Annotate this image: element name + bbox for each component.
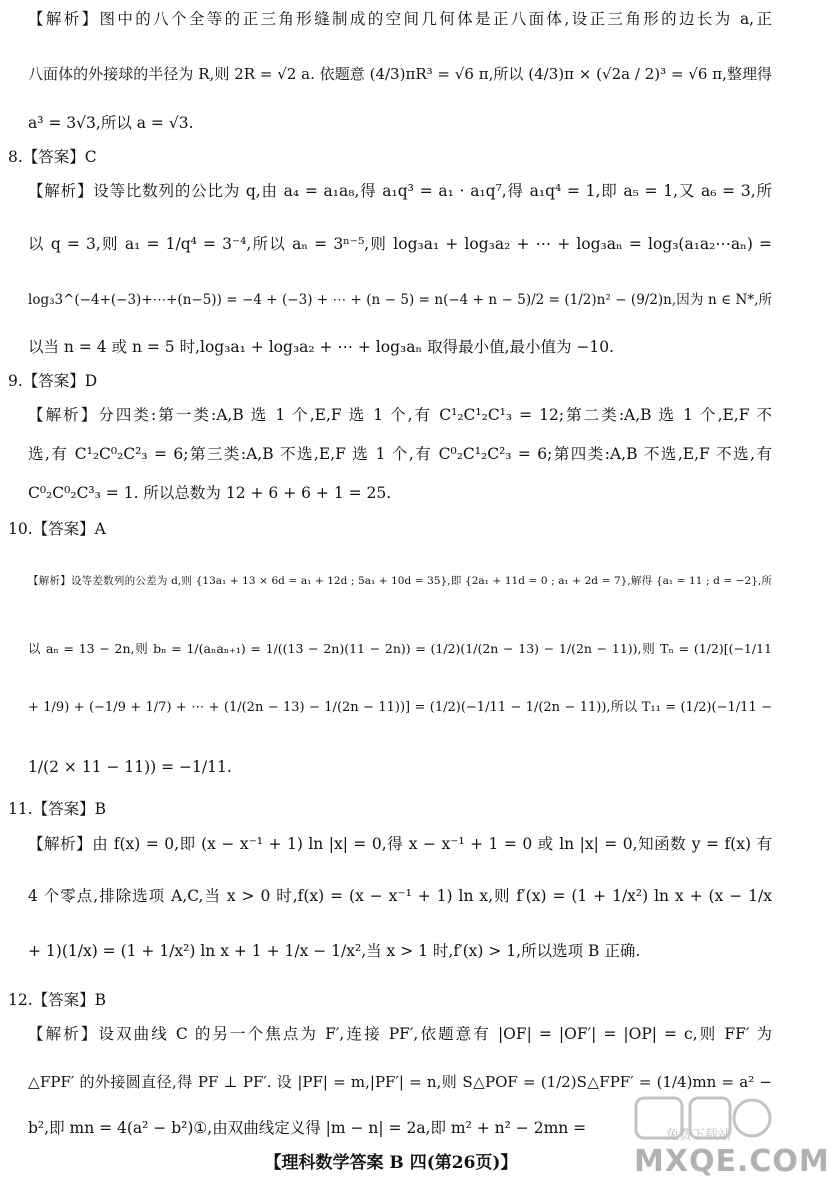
answer-12: 12.【答案】B [8, 991, 107, 1009]
text-line-11: 选,有 C¹₂C⁰₂C²₃ = 6;第三类:A,B 不选,E,F 选 1 个,有 C⁰₂C¹₂C²₃ = 6;第四类:A,B 不选,E,F 不选,有 [28, 445, 772, 463]
text-line-16: + 1/9) + (−1/9 + 1/7) + ⋯ + (1/(2n − 13) − 1/(2n − 11))] = (1/2)(−1/11 − 1/(2n − 11)),所以 T₁₁ = (1/2)(−1/11 − [28, 700, 772, 715]
text-line-10: 【解析】分四类:第一类:A,B 选 1 个,E,F 选 1 个,有 C¹₂C¹₂C¹₃ = 12;第二类:A,B 选 1 个,E,F 不 [28, 406, 772, 424]
page-footer: 【理科数学答案 B 四(第26页)】 [264, 1153, 518, 1173]
watermark-domain: MXQE.COM [634, 1144, 830, 1179]
text-line-7: log₃3^(−4+(−3)+⋯+(n−5)) = −4 + (−3) + ⋯ + (n − 5) = n(−4 + n − 5)/2 = (1/2)n² − (9/2)n,因为 n ∈ N*,所 [28, 292, 772, 308]
text-line-1: 【解析】图中的八个全等的正三角形缝制成的空间几何体是正八面体,设正三角形的边长为 a,正 [28, 10, 772, 28]
text-line-17: 1/(2 × 11 − 11)) = −1/11. [28, 758, 232, 776]
text-line-25: b²,即 mn = 4(a² − b²)①,由双曲线定义得 |m − n| = 2a,即 m² + n² − 2mn = [28, 1119, 587, 1137]
text-line-24: △FPF′ 的外接圆直径,得 PF ⊥ PF′. 设 |PF| = m,|PF′| = n,则 S△POF = (1/2)S△FPF′ = (1/4)mn = a² − [28, 1073, 772, 1091]
text-line-15: 以 aₙ = 13 − 2n,则 bₙ = 1/(aₙaₙ₊₁) = 1/((13 − 2n)(11 − 2n)) = (1/2)(1/(2n − 13) − 1/(2n − 11)),则 Tₙ = (1/2)[(−1/11 [28, 641, 772, 656]
watermark-logo [626, 1094, 830, 1182]
text-line-5: 【解析】设等比数列的公比为 q,由 a₄ = a₁a₈,得 a₁q³ = a₁ · a₁q⁷,得 a₁q⁴ = 1,即 a₅ = 1,又 a₆ = 3,所 [28, 182, 772, 200]
text-line-21: + 1)(1/x) = (1 + 1/x²) ln x + 1 + 1/x − 1/x²,当 x > 1 时,f′(x) > 1,所以选项 B 正确. [28, 942, 641, 960]
text-line-6: 以 q = 3,则 a₁ = 1/q⁴ = 3⁻⁴,所以 aₙ = 3ⁿ⁻⁵,则 log₃a₁ + log₃a₂ + ⋯ + log₃aₙ = log₃(a₁a₂⋯aₙ) = [28, 235, 772, 253]
watermark-caption: 免费下载站 [666, 1128, 732, 1143]
text-line-23: 【解析】设双曲线 C 的另一个焦点为 F′,连接 PF′,依题意有 |OF| = |OF′| = |OP| = c,则 FF′ 为 [28, 1025, 772, 1043]
answer-9: 9.【答案】D [8, 372, 98, 390]
text-line-14: 【解析】设等差数列的公差为 d,则 {13a₁ + 13 × 6d = a₁ + 12d ; 5a₁ + 10d = 35},即 {2a₁ + 11d = 0 ; a₁ + 2d = 7},解得 {a₁ = 11 ; d = −2},所 [28, 575, 772, 587]
text-line-3: a³ = 3√3,所以 a = √3. [28, 114, 194, 132]
text-line-8: 以当 n = 4 或 n = 5 时,log₃a₁ + log₃a₂ + ⋯ + log₃aₙ 取得最小值,最小值为 −10. [28, 338, 615, 356]
answer-8: 8.【答案】C [8, 148, 97, 166]
answer-11: 11.【答案】B [8, 800, 107, 818]
text-line-2: 八面体的外接球的半径为 R,则 2R = √2 a. 依题意 (4/3)πR³ = √6 π,所以 (4/3)π × (√2a / 2)³ = √6 π,整理得 [28, 65, 772, 83]
text-line-20: 4 个零点,排除选项 A,C,当 x > 0 时,f(x) = (x − x⁻¹ + 1) ln x,则 f′(x) = (1 + 1/x²) ln x + (x − 1/x [28, 887, 772, 905]
text-line-12: C⁰₂C⁰₂C³₃ = 1. 所以总数为 12 + 6 + 6 + 1 = 25. [28, 484, 392, 502]
text-line-19: 【解析】由 f(x) = 0,即 (x − x⁻¹ + 1) ln |x| = 0,得 x − x⁻¹ + 1 = 0 或 ln |x| = 0,知函数 y = f(x) 有 [28, 835, 772, 853]
answer-10: 10.【答案】A [8, 520, 106, 538]
